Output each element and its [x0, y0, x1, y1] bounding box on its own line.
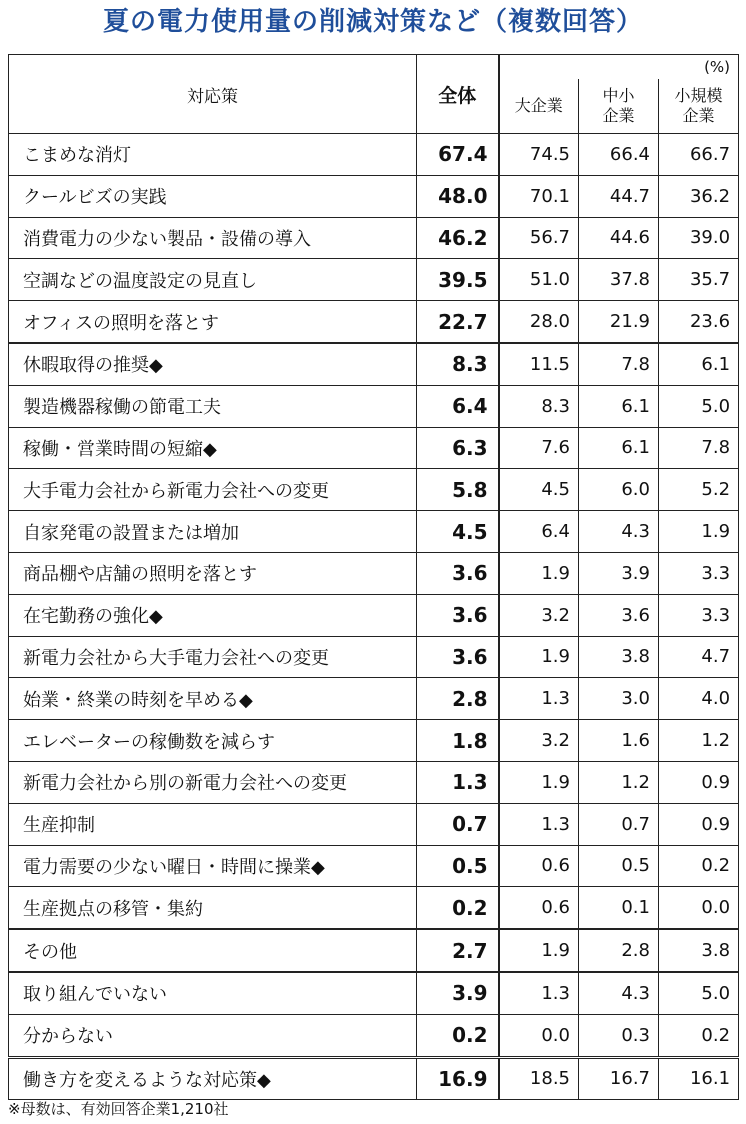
row-large: 1.9: [499, 636, 579, 678]
row-mid: 6.1: [579, 427, 659, 469]
row-small: 6.1: [659, 343, 739, 385]
row-name: 生産拠点の移管・集約: [9, 887, 417, 929]
row-large: 8.3: [499, 385, 579, 427]
row-name: 稼働・営業時間の短縮◆: [9, 427, 417, 469]
row-small: 4.7: [659, 636, 739, 678]
row-name: 消費電力の少ない製品・設備の導入: [9, 217, 417, 259]
row-small: 23.6: [659, 301, 739, 343]
row-mid: 1.6: [579, 720, 659, 762]
row-large: 6.4: [499, 511, 579, 553]
row-all: 2.8: [417, 678, 499, 720]
row-small: 3.8: [659, 929, 739, 972]
row-name: 商品棚や店舗の照明を落とす: [9, 552, 417, 594]
row-all: 22.7: [417, 301, 499, 343]
header-small: 小規模 企業: [659, 79, 739, 134]
row-small: 3.3: [659, 594, 739, 636]
row-large: 0.6: [499, 845, 579, 887]
table-row: [9, 427, 739, 469]
row-name: 新電力会社から大手電力会社への変更: [9, 636, 417, 678]
header-measure: 対応策: [9, 55, 417, 134]
row-name: エレベーターの稼働数を減らす: [9, 720, 417, 762]
row-all: 39.5: [417, 259, 499, 301]
row-mid: 7.8: [579, 343, 659, 385]
table-row: [9, 636, 739, 678]
row-mid: 3.9: [579, 552, 659, 594]
row-all: 8.3: [417, 343, 499, 385]
table-row: [9, 343, 739, 385]
table-row: [9, 887, 739, 929]
table-row: [9, 552, 739, 594]
row-all: 3.9: [417, 972, 499, 1014]
row-name: 生産抑制: [9, 803, 417, 845]
table-row: [9, 678, 739, 720]
table-row: [9, 803, 739, 845]
row-all: 0.2: [417, 1014, 499, 1057]
row-all: 1.8: [417, 720, 499, 762]
row-all: 0.7: [417, 803, 499, 845]
table-row: [9, 175, 739, 217]
row-all: 4.5: [417, 511, 499, 553]
row-small: 36.2: [659, 175, 739, 217]
row-large: 4.5: [499, 469, 579, 511]
row-large: 51.0: [499, 259, 579, 301]
row-large: 1.9: [499, 552, 579, 594]
row-mid: 3.8: [579, 636, 659, 678]
row-name: 取り組んでいない: [9, 972, 417, 1014]
row-small: 5.0: [659, 972, 739, 1014]
row-all: 48.0: [417, 175, 499, 217]
header-mid: 中小 企業: [579, 79, 659, 134]
row-small: 16.1: [659, 1057, 739, 1100]
row-large: 0.6: [499, 887, 579, 929]
row-mid: 37.8: [579, 259, 659, 301]
table-row: [9, 217, 739, 259]
table-row: [9, 385, 739, 427]
row-all: 46.2: [417, 217, 499, 259]
row-mid: 0.3: [579, 1014, 659, 1057]
row-all: 3.6: [417, 552, 499, 594]
table-row: [9, 845, 739, 887]
row-mid: 0.5: [579, 845, 659, 887]
row-all: 3.6: [417, 594, 499, 636]
row-small: 0.2: [659, 1014, 739, 1057]
row-name: 自家発電の設置または増加: [9, 511, 417, 553]
row-name: 空調などの温度設定の見直し: [9, 259, 417, 301]
table-row: [9, 1014, 739, 1057]
row-mid: 6.1: [579, 385, 659, 427]
row-mid: 1.2: [579, 761, 659, 803]
row-all: 5.8: [417, 469, 499, 511]
row-large: 11.5: [499, 343, 579, 385]
row-large: 70.1: [499, 175, 579, 217]
row-name: 働き方を変えるような対応策◆: [9, 1057, 417, 1100]
row-large: 28.0: [499, 301, 579, 343]
row-all: 16.9: [417, 1057, 499, 1100]
row-large: 56.7: [499, 217, 579, 259]
row-small: 0.2: [659, 845, 739, 887]
row-large: 1.3: [499, 972, 579, 1014]
row-name: 在宅勤務の強化◆: [9, 594, 417, 636]
table-body: [9, 134, 739, 1058]
header-all: 全体: [417, 55, 499, 134]
row-mid: 0.1: [579, 887, 659, 929]
row-mid: 0.7: [579, 803, 659, 845]
row-mid: 4.3: [579, 511, 659, 553]
row-name: オフィスの照明を落とす: [9, 301, 417, 343]
row-mid: 21.9: [579, 301, 659, 343]
row-mid: 6.0: [579, 469, 659, 511]
row-all: 1.3: [417, 761, 499, 803]
row-small: 5.0: [659, 385, 739, 427]
row-mid: 3.6: [579, 594, 659, 636]
row-mid: 44.6: [579, 217, 659, 259]
table-row: [9, 301, 739, 343]
row-name: クールビズの実践: [9, 175, 417, 217]
unit-label: (%): [499, 55, 739, 80]
row-large: 18.5: [499, 1057, 579, 1100]
row-mid: 2.8: [579, 929, 659, 972]
table-row: [9, 761, 739, 803]
footnote: ※母数は、有効回答企業1,210社: [8, 1100, 229, 1118]
table-row: [9, 972, 739, 1014]
row-small: 39.0: [659, 217, 739, 259]
row-name: 電力需要の少ない曜日・時間に操業◆: [9, 845, 417, 887]
row-large: 7.6: [499, 427, 579, 469]
row-all: 3.6: [417, 636, 499, 678]
row-all: 0.5: [417, 845, 499, 887]
table-row: [9, 720, 739, 762]
row-mid: 4.3: [579, 972, 659, 1014]
row-name: 大手電力会社から新電力会社への変更: [9, 469, 417, 511]
table-row: [9, 511, 739, 553]
row-large: 0.0: [499, 1014, 579, 1057]
row-small: 5.2: [659, 469, 739, 511]
row-name: 始業・終業の時刻を早める◆: [9, 678, 417, 720]
row-large: 1.9: [499, 929, 579, 972]
row-small: 0.9: [659, 761, 739, 803]
row-mid: 44.7: [579, 175, 659, 217]
row-small: 66.7: [659, 134, 739, 176]
row-mid: 3.0: [579, 678, 659, 720]
row-small: 3.3: [659, 552, 739, 594]
row-all: 67.4: [417, 134, 499, 176]
row-all: 0.2: [417, 887, 499, 929]
row-name: 分からない: [9, 1014, 417, 1057]
row-small: 35.7: [659, 259, 739, 301]
row-all: 6.4: [417, 385, 499, 427]
page-title: 夏の電力使用量の削減対策など（複数回答）: [102, 7, 643, 37]
table-row: [9, 134, 739, 176]
row-all: 2.7: [417, 929, 499, 972]
row-name: その他: [9, 929, 417, 972]
row-large: 1.3: [499, 803, 579, 845]
row-small: 0.9: [659, 803, 739, 845]
row-large: 3.2: [499, 594, 579, 636]
row-large: 1.9: [499, 761, 579, 803]
row-name: こまめな消灯: [9, 134, 417, 176]
row-all: 6.3: [417, 427, 499, 469]
row-small: 0.0: [659, 887, 739, 929]
total-row: [9, 1057, 739, 1100]
table-row: [9, 469, 739, 511]
row-name: 休暇取得の推奨◆: [9, 343, 417, 385]
row-name: 新電力会社から別の新電力会社への変更: [9, 761, 417, 803]
row-large: 1.3: [499, 678, 579, 720]
results-table: [8, 54, 739, 1100]
row-small: 1.9: [659, 511, 739, 553]
header-large: 大企業: [499, 79, 579, 134]
row-small: 7.8: [659, 427, 739, 469]
table-row: [9, 929, 739, 972]
row-large: 3.2: [499, 720, 579, 762]
row-small: 4.0: [659, 678, 739, 720]
row-mid: 66.4: [579, 134, 659, 176]
table-row: [9, 259, 739, 301]
table-row: [9, 594, 739, 636]
row-large: 74.5: [499, 134, 579, 176]
row-mid: 16.7: [579, 1057, 659, 1100]
row-small: 1.2: [659, 720, 739, 762]
row-name: 製造機器稼働の節電工夫: [9, 385, 417, 427]
